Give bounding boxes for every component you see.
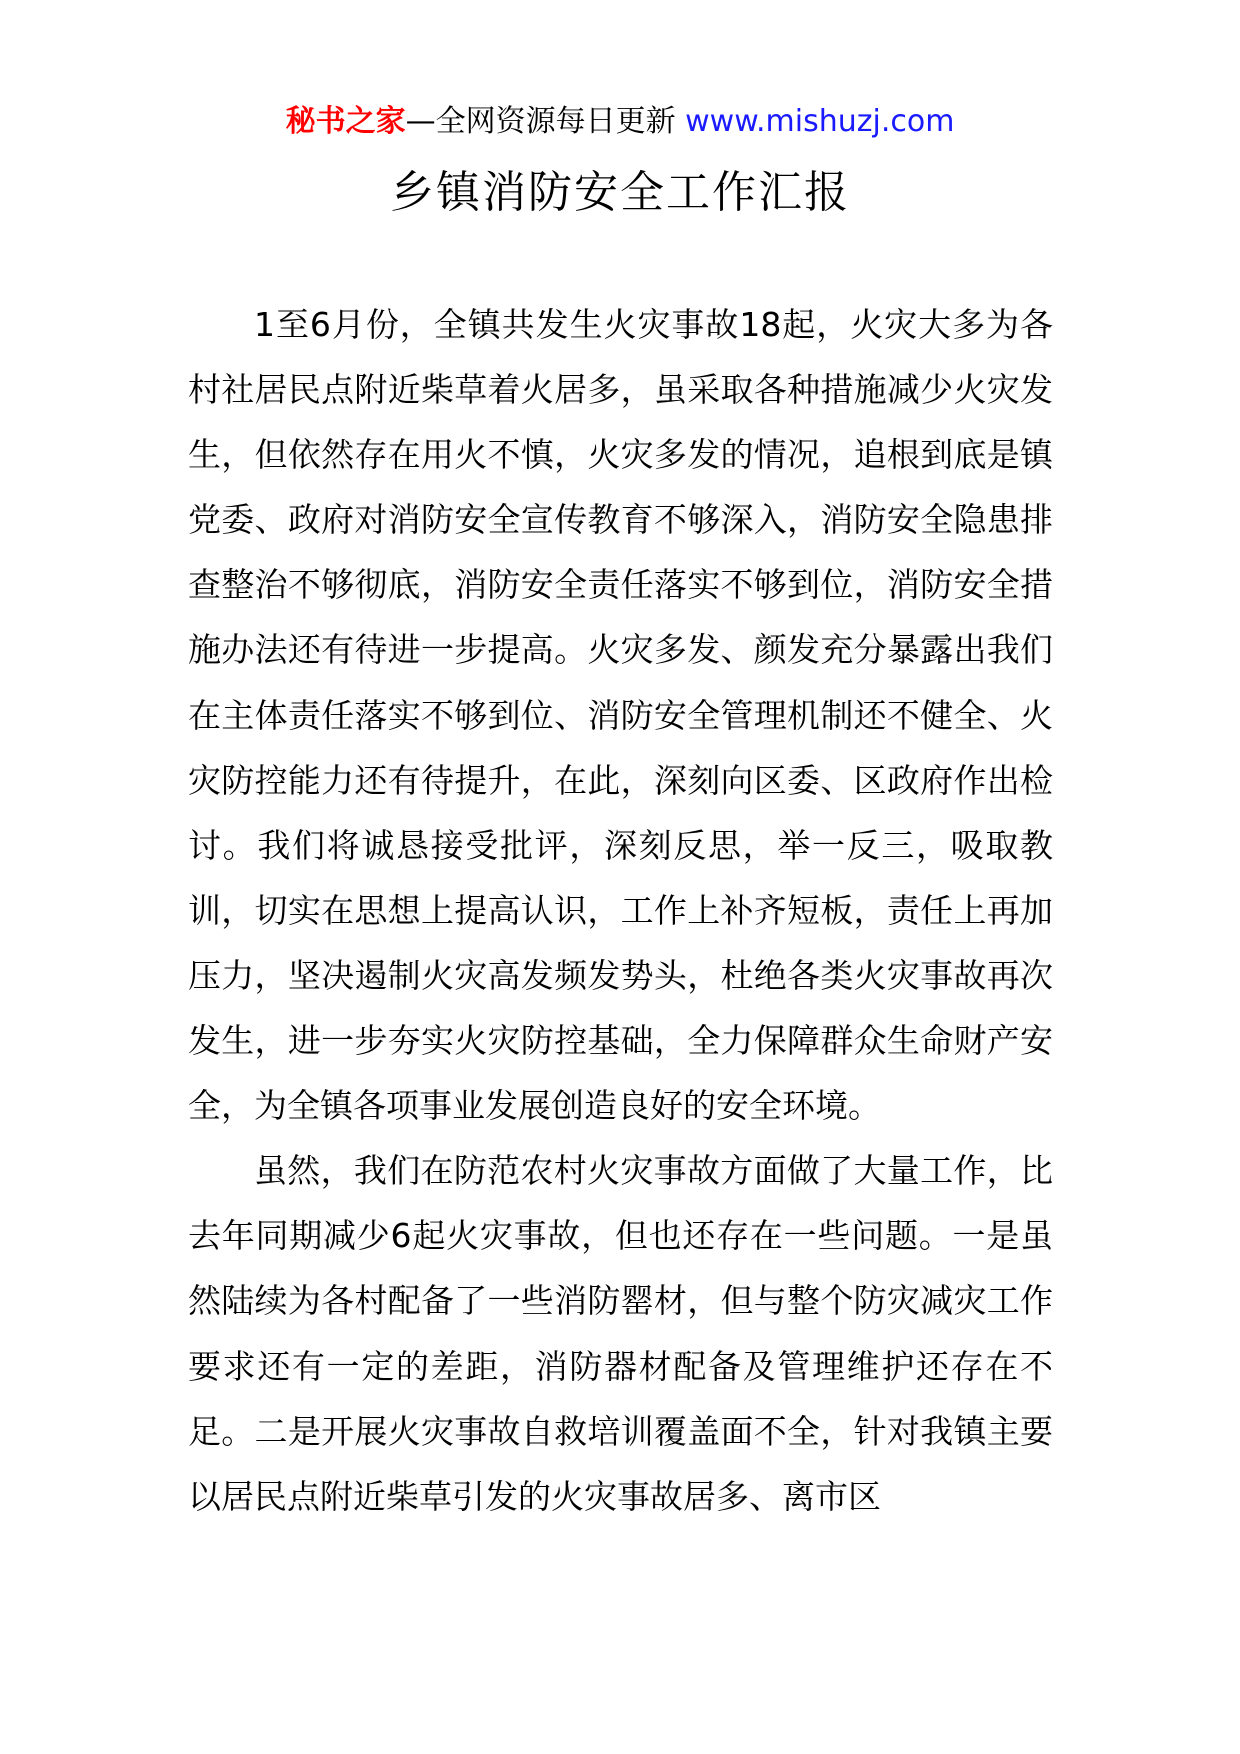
brand-name: 秘书之家: [285, 104, 406, 139]
header-tagline: —全网资源每日更新: [405, 104, 676, 139]
document-title: 乡镇消防安全工作汇报: [390, 167, 850, 218]
header-banner: [0, 102, 1240, 142]
paragraph-2: 虽然，我们在防范农村火灾事故方面做了大量工作，比去年同期减少6起火灾事故，但也还存在一些问题。一是虽然陆续为各村配备了一些消防罂材，但与整个防灾减灾工作要求还有一定的差距，消防器材配备及管理维护还存在不足。二是开展火灾事故自救培训覆盖面不全，针对我镇主要以居民点附近柴草引发的火灾事故居多、离市区: [188, 1151, 1053, 1516]
site-url-link[interactable]: www.mishuzj.com: [685, 104, 955, 139]
paragraph-1: 1至6月份，全镇共发生火灾事故18起，火灾大多为各村社居民点附近柴草着火居多，虽采取各种措施减少火灾发生，但依然存在用火不慎，火灾多发的情况，追根到底是镇党委、政府对消防安全宣传教育不够深入，消防安全隐患排查整治不够彻底，消防安全责任落实不够到位，消防安全措施办法还有待进一步提高。火灾多发、颜发充分暴露出我们在主体责任落实不够到位、消防安全管理机制还不健全、火灾防控能力还有待提升，在此，深刻向区委、区政府作出检讨。我们将诚恳接受批评，深刻反思，举一反三，吸取教训，切实在思想上提高认识，工作上补齐短板，责任上再加压力，坚决遏制火灾高发频发势头，杜绝各类火灾事故再次发生，进一步夯实火灾防控基础，全力保障群众生命财产安全，为全镇各项事业发展创造良好的安全环境。: [188, 305, 1053, 1126]
document-body: [188, 292, 1053, 1529]
